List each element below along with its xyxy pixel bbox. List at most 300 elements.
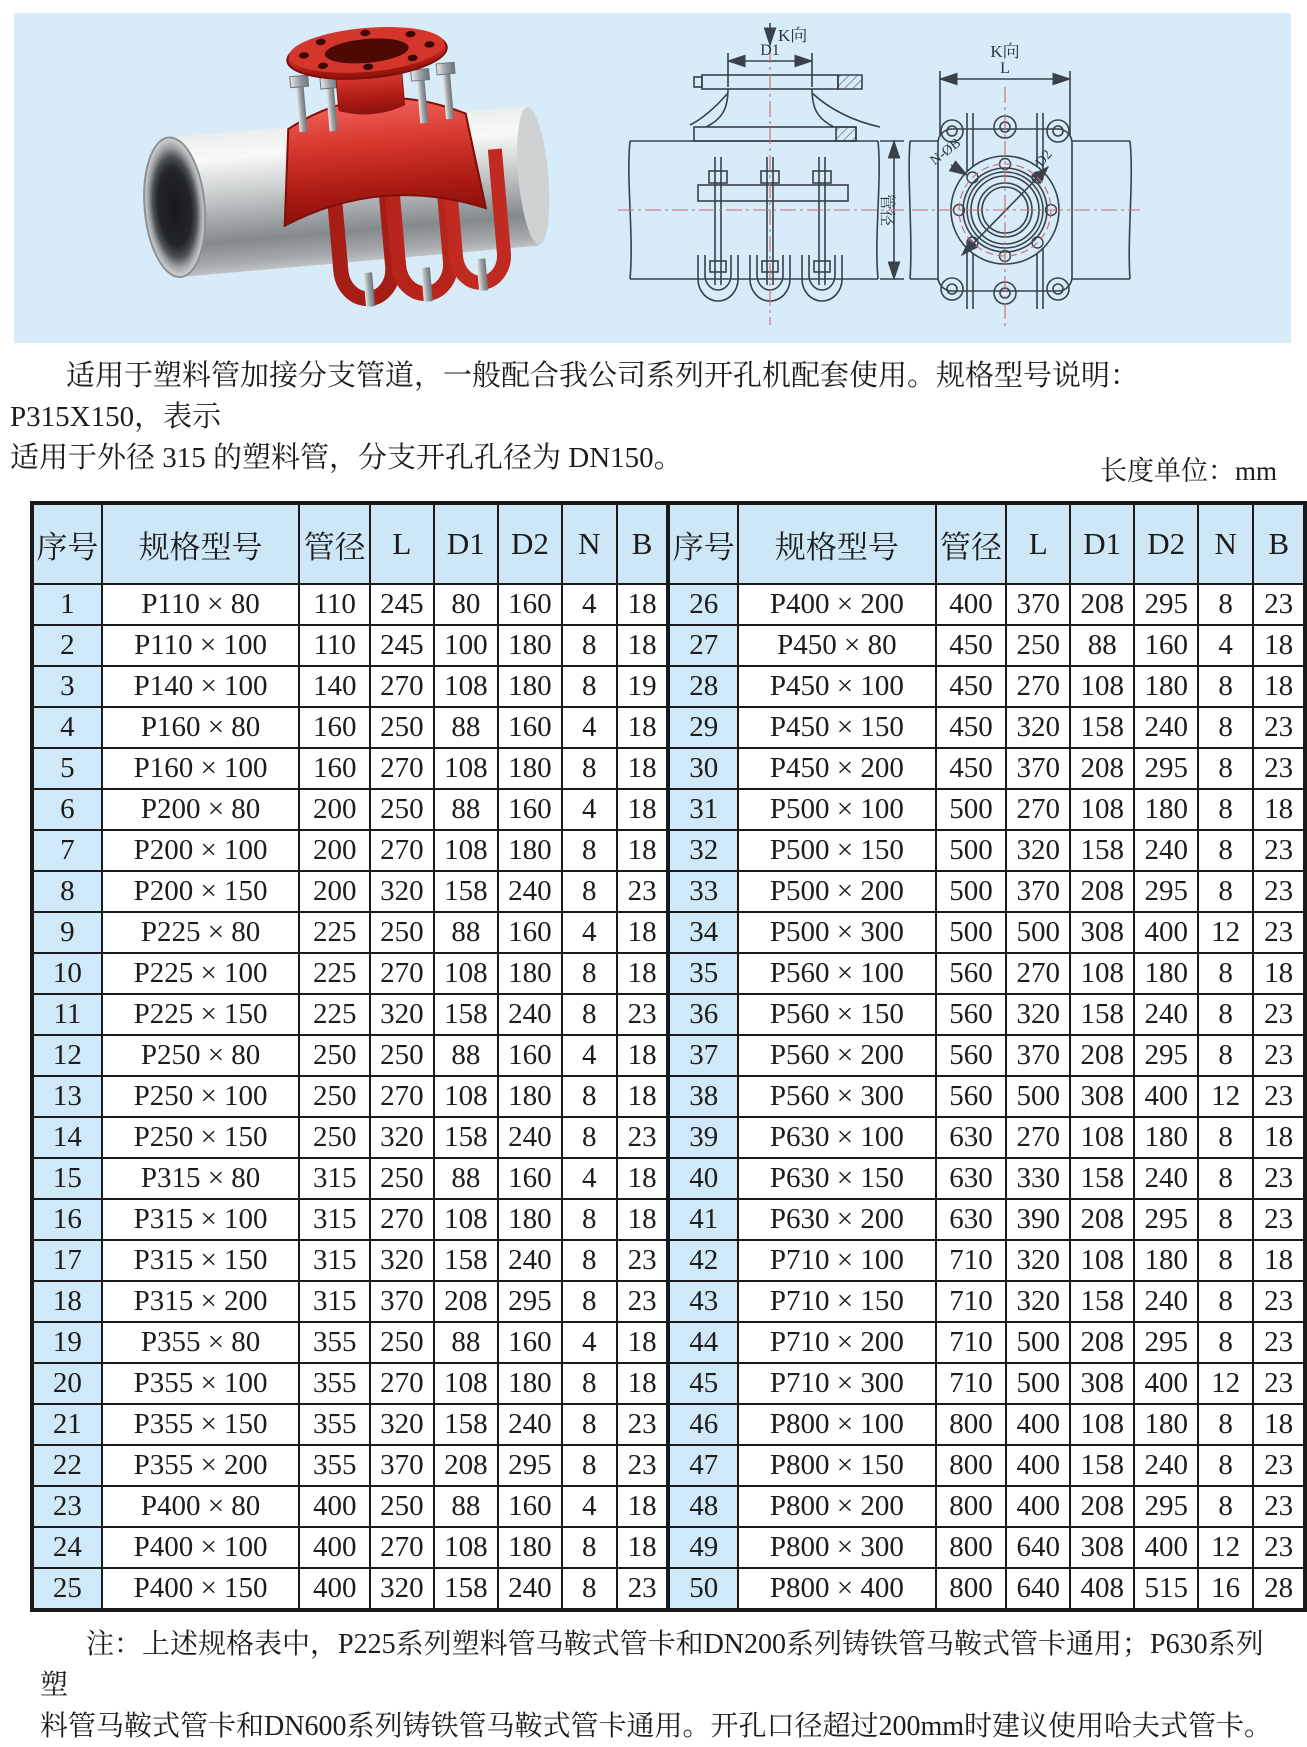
row-index-cell: 40: [668, 1158, 738, 1199]
dimension-cell: 400: [1006, 1486, 1070, 1527]
dimension-cell: 240: [498, 1568, 562, 1610]
column-header: 管径: [936, 503, 1007, 584]
dimension-cell: 240: [1134, 994, 1198, 1035]
spec-model-cell: P710 × 300: [738, 1363, 935, 1404]
dimension-cell: 19: [617, 666, 668, 707]
spec-model-cell: P450 × 80: [738, 625, 935, 666]
dimension-cell: 320: [370, 1404, 434, 1445]
dimension-cell: 308: [1070, 1076, 1135, 1117]
spec-model-cell: P315 × 100: [102, 1199, 299, 1240]
dimension-cell: 18: [617, 625, 668, 666]
row-index-cell: 6: [32, 789, 102, 830]
dimension-cell: 250: [299, 1076, 370, 1117]
dimension-cell: 400: [299, 1527, 370, 1568]
spec-model-cell: P315 × 80: [102, 1158, 299, 1199]
dimension-cell: 208: [434, 1281, 499, 1322]
dimension-cell: 295: [1134, 1322, 1198, 1363]
dimension-cell: 4: [562, 1158, 617, 1199]
dimension-cell: 240: [498, 1404, 562, 1445]
dimension-cell: 18: [617, 1199, 668, 1240]
column-header: N: [1198, 503, 1253, 584]
dimension-cell: 4: [562, 584, 617, 625]
dimension-cell: 23: [617, 1240, 668, 1281]
dimension-cell: 8: [562, 748, 617, 789]
dimension-cell: 270: [370, 748, 434, 789]
row-index-cell: 1: [32, 584, 102, 625]
dimension-cell: 18: [1253, 625, 1305, 666]
dimension-cell: 355: [299, 1445, 370, 1486]
spec-model-cell: P400 × 150: [102, 1568, 299, 1610]
dimension-cell: 8: [1198, 1240, 1253, 1281]
dimension-cell: 308: [1070, 1363, 1135, 1404]
row-index-cell: 19: [32, 1322, 102, 1363]
dimension-cell: 8: [1198, 1158, 1253, 1199]
row-index-cell: 14: [32, 1117, 102, 1158]
spec-model-cell: P200 × 100: [102, 830, 299, 871]
dimension-cell: 270: [1006, 1117, 1070, 1158]
dimension-cell: 108: [1070, 1404, 1135, 1445]
dimension-cell: 8: [1198, 871, 1253, 912]
dimension-cell: 160: [498, 1322, 562, 1363]
dimension-cell: 208: [434, 1445, 499, 1486]
dimension-cell: 8: [562, 953, 617, 994]
row-index-cell: 32: [668, 830, 738, 871]
dimension-cell: 250: [299, 1117, 370, 1158]
dimension-cell: 295: [1134, 1035, 1198, 1076]
dimension-cell: 355: [299, 1363, 370, 1404]
row-index-cell: 33: [668, 871, 738, 912]
dimension-cell: 308: [1070, 1527, 1135, 1568]
table-row: [32, 1199, 1305, 1240]
dimension-cell: 270: [1006, 953, 1070, 994]
dimension-cell: 315: [299, 1240, 370, 1281]
dimension-cell: 560: [936, 1076, 1007, 1117]
dimension-cell: 640: [1006, 1568, 1070, 1610]
column-header: N: [562, 503, 617, 584]
spec-table-body: [32, 584, 1305, 1610]
table-row: [32, 1035, 1305, 1076]
table-row: [32, 789, 1305, 830]
dimension-cell: 208: [1070, 1035, 1135, 1076]
row-index-cell: 16: [32, 1199, 102, 1240]
dimension-cell: 250: [370, 1035, 434, 1076]
dimension-cell: 18: [617, 1527, 668, 1568]
dimension-cell: 23: [1253, 1035, 1305, 1076]
dimension-cell: 18: [1253, 1240, 1305, 1281]
dimension-cell: 18: [617, 789, 668, 830]
table-row: [32, 1117, 1305, 1158]
dimension-cell: 108: [434, 830, 499, 871]
spec-model-cell: P225 × 150: [102, 994, 299, 1035]
dimension-cell: 88: [434, 912, 499, 953]
dimension-cell: 315: [299, 1199, 370, 1240]
row-index-cell: 46: [668, 1404, 738, 1445]
dimension-cell: 245: [370, 584, 434, 625]
dimension-cell: 108: [434, 1199, 499, 1240]
column-header: 序号: [32, 503, 102, 584]
table-row: [32, 1404, 1305, 1445]
row-index-cell: 42: [668, 1240, 738, 1281]
dimension-cell: 800: [936, 1445, 1007, 1486]
column-header: D2: [498, 503, 562, 584]
dimension-cell: 710: [936, 1322, 1007, 1363]
dimension-cell: 80: [434, 584, 499, 625]
dimension-cell: 88: [434, 789, 499, 830]
dimension-cell: 88: [434, 1158, 499, 1199]
dimension-cell: 8: [1198, 1445, 1253, 1486]
dimension-cell: 108: [1070, 666, 1135, 707]
dimension-cell: 295: [498, 1281, 562, 1322]
spec-model-cell: P500 × 100: [738, 789, 935, 830]
dimension-cell: 315: [299, 1281, 370, 1322]
dimension-cell: 8: [1198, 1117, 1253, 1158]
dimension-cell: 240: [1134, 1158, 1198, 1199]
dimension-cell: 270: [370, 1199, 434, 1240]
dimension-cell: 23: [617, 1117, 668, 1158]
pipe-diameter-label: 管径: [878, 193, 895, 227]
dimension-cell: 23: [1253, 1281, 1305, 1322]
dimension-cell: 400: [1134, 1527, 1198, 1568]
dimension-cell: 110: [299, 625, 370, 666]
technical-drawing: [610, 17, 1170, 339]
dimension-cell: 4: [562, 1035, 617, 1076]
dimension-cell: 400: [936, 584, 1007, 625]
dimension-cell: 8: [1198, 1035, 1253, 1076]
row-index-cell: 28: [668, 666, 738, 707]
dimension-cell: 8: [1198, 584, 1253, 625]
spec-model-cell: P160 × 80: [102, 707, 299, 748]
column-header: D1: [434, 503, 499, 584]
dimension-cell: 8: [1198, 1322, 1253, 1363]
dimension-cell: 180: [498, 1076, 562, 1117]
row-index-cell: 8: [32, 871, 102, 912]
dimension-cell: 208: [1070, 1486, 1135, 1527]
dimension-cell: 8: [1198, 789, 1253, 830]
row-index-cell: 47: [668, 1445, 738, 1486]
dimension-cell: 88: [434, 707, 499, 748]
spec-model-cell: P355 × 200: [102, 1445, 299, 1486]
dimension-cell: 640: [1006, 1527, 1070, 1568]
spec-model-cell: P450 × 100: [738, 666, 935, 707]
dimension-cell: 23: [1253, 1322, 1305, 1363]
dimension-cell: 18: [1253, 666, 1305, 707]
dimension-cell: 110: [299, 584, 370, 625]
dimension-cell: 180: [1134, 1240, 1198, 1281]
table-row: [32, 707, 1305, 748]
dimension-cell: 180: [1134, 953, 1198, 994]
dimension-cell: 250: [370, 912, 434, 953]
dimension-cell: 23: [617, 994, 668, 1035]
dimension-cell: 295: [498, 1445, 562, 1486]
dimension-cell: 12: [1198, 1363, 1253, 1404]
dimension-cell: 158: [1070, 707, 1135, 748]
dimension-cell: 800: [936, 1568, 1007, 1610]
dimension-cell: 18: [617, 707, 668, 748]
dimension-cell: 8: [562, 625, 617, 666]
dimension-cell: 355: [299, 1404, 370, 1445]
spec-model-cell: P400 × 80: [102, 1486, 299, 1527]
dimension-cell: 400: [1134, 1363, 1198, 1404]
dimension-cell: 18: [617, 912, 668, 953]
dimension-cell: 88: [434, 1322, 499, 1363]
spec-model-cell: P800 × 200: [738, 1486, 935, 1527]
dimension-cell: 100: [434, 625, 499, 666]
d2-dimension-label: D2: [1033, 147, 1056, 171]
spec-table: [30, 501, 1307, 1612]
dimension-cell: 400: [299, 1486, 370, 1527]
row-index-cell: 37: [668, 1035, 738, 1076]
dimension-cell: 270: [370, 830, 434, 871]
row-index-cell: 26: [668, 584, 738, 625]
dimension-cell: 23: [1253, 1076, 1305, 1117]
header-row: [32, 503, 1305, 584]
dimension-cell: 250: [370, 789, 434, 830]
row-index-cell: 15: [32, 1158, 102, 1199]
spec-model-cell: P355 × 150: [102, 1404, 299, 1445]
row-index-cell: 13: [32, 1076, 102, 1117]
dimension-cell: 108: [434, 1076, 499, 1117]
dimension-cell: 295: [1134, 748, 1198, 789]
row-index-cell: 12: [32, 1035, 102, 1076]
dimension-cell: 8: [562, 1363, 617, 1404]
dimension-cell: 108: [1070, 1117, 1135, 1158]
column-header: D2: [1134, 503, 1198, 584]
spec-model-cell: P140 × 100: [102, 666, 299, 707]
dimension-cell: 18: [617, 748, 668, 789]
row-index-cell: 22: [32, 1445, 102, 1486]
column-header: B: [1253, 503, 1305, 584]
table-row: [32, 830, 1305, 871]
dimension-cell: 8: [562, 1404, 617, 1445]
dimension-cell: 158: [1070, 1281, 1135, 1322]
dimension-cell: 23: [617, 1404, 668, 1445]
dimension-cell: 23: [1253, 912, 1305, 953]
dimension-cell: 18: [1253, 953, 1305, 994]
spec-model-cell: P400 × 200: [738, 584, 935, 625]
row-index-cell: 4: [32, 707, 102, 748]
dimension-cell: 180: [498, 1199, 562, 1240]
dimension-cell: 208: [1070, 1199, 1135, 1240]
dimension-cell: 108: [1070, 1240, 1135, 1281]
dimension-cell: 320: [370, 1240, 434, 1281]
dimension-cell: 240: [498, 1240, 562, 1281]
dimension-cell: 23: [617, 871, 668, 912]
dimension-cell: 320: [1006, 707, 1070, 748]
dimension-cell: 180: [498, 625, 562, 666]
dimension-cell: 28: [1253, 1568, 1305, 1610]
row-index-cell: 49: [668, 1527, 738, 1568]
dimension-cell: 400: [1134, 912, 1198, 953]
dimension-cell: 225: [299, 994, 370, 1035]
dimension-cell: 270: [370, 1527, 434, 1568]
dimension-cell: 450: [936, 707, 1007, 748]
dimension-cell: 320: [370, 1117, 434, 1158]
dimension-cell: 12: [1198, 1527, 1253, 1568]
dimension-cell: 450: [936, 666, 1007, 707]
dimension-cell: 180: [498, 666, 562, 707]
dimension-cell: 400: [299, 1568, 370, 1610]
dimension-cell: 500: [936, 789, 1007, 830]
row-index-cell: 23: [32, 1486, 102, 1527]
dimension-cell: 800: [936, 1404, 1007, 1445]
dimension-cell: 250: [370, 1322, 434, 1363]
table-row: [32, 584, 1305, 625]
row-index-cell: 3: [32, 666, 102, 707]
dimension-cell: 160: [299, 748, 370, 789]
dimension-cell: 8: [1198, 707, 1253, 748]
dimension-cell: 4: [1198, 625, 1253, 666]
dimension-cell: 160: [498, 789, 562, 830]
dimension-cell: 23: [1253, 584, 1305, 625]
dimension-cell: 225: [299, 953, 370, 994]
dimension-cell: 158: [1070, 1158, 1135, 1199]
dimension-cell: 158: [434, 1404, 499, 1445]
section-view: [629, 23, 904, 301]
product-render: [131, 13, 559, 325]
spec-model-cell: P315 × 150: [102, 1240, 299, 1281]
dimension-cell: 208: [1070, 871, 1135, 912]
dimension-cell: 160: [498, 912, 562, 953]
spec-model-cell: P400 × 100: [102, 1527, 299, 1568]
spec-model-cell: P110 × 100: [102, 625, 299, 666]
row-index-cell: 31: [668, 789, 738, 830]
dimension-cell: 240: [498, 1117, 562, 1158]
spec-model-cell: P160 × 100: [102, 748, 299, 789]
spec-model-cell: P250 × 150: [102, 1117, 299, 1158]
table-row: [32, 1527, 1305, 1568]
bolt-holes-label: N-ØB: [927, 135, 964, 169]
footnote-line-1: 注：上述规格表中，P225系列塑料管马鞍式管卡和DN200系列铸铁管马鞍式管卡通用；P630系列塑: [40, 1629, 1264, 1701]
spec-model-cell: P355 × 100: [102, 1363, 299, 1404]
row-index-cell: 7: [32, 830, 102, 871]
dimension-cell: 8: [1198, 1486, 1253, 1527]
dimension-cell: 4: [562, 1486, 617, 1527]
product-photo: [134, 21, 564, 333]
dimension-cell: 4: [562, 912, 617, 953]
table-row: [32, 748, 1305, 789]
dimension-cell: 240: [1134, 1445, 1198, 1486]
table-row: [32, 953, 1305, 994]
dimension-cell: 408: [1070, 1568, 1135, 1610]
dimension-cell: 18: [617, 830, 668, 871]
dimension-cell: 8: [1198, 953, 1253, 994]
dimension-cell: 500: [1006, 1322, 1070, 1363]
row-index-cell: 2: [32, 625, 102, 666]
dimension-cell: 160: [498, 1158, 562, 1199]
dimension-cell: 200: [299, 830, 370, 871]
spec-model-cell: P200 × 80: [102, 789, 299, 830]
dimension-cell: 160: [299, 707, 370, 748]
dimension-cell: 8: [562, 871, 617, 912]
dimension-cell: 8: [1198, 1404, 1253, 1445]
dimension-cell: 295: [1134, 1486, 1198, 1527]
table-row: [32, 994, 1305, 1035]
dimension-cell: 500: [936, 871, 1007, 912]
spec-model-cell: P200 × 150: [102, 871, 299, 912]
intro-line-1: 适用于塑料管加接分支管道，一般配合我公司系列开孔机配套使用。规格型号说明： P315X150，表示: [10, 360, 1140, 433]
dimension-cell: 370: [1006, 871, 1070, 912]
dimension-cell: 23: [1253, 1486, 1305, 1527]
dimension-cell: 400: [1006, 1404, 1070, 1445]
dimension-cell: 180: [498, 830, 562, 871]
dimension-cell: 240: [1134, 1281, 1198, 1322]
spec-model-cell: P500 × 300: [738, 912, 935, 953]
dimension-cell: 8: [562, 1527, 617, 1568]
dimension-cell: 18: [617, 1363, 668, 1404]
dimension-cell: 500: [1006, 912, 1070, 953]
dimension-cell: 320: [1006, 830, 1070, 871]
dimension-cell: 200: [299, 789, 370, 830]
dimension-cell: 158: [434, 1117, 499, 1158]
row-index-cell: 29: [668, 707, 738, 748]
dimension-cell: 500: [1006, 1363, 1070, 1404]
table-row: [32, 1158, 1305, 1199]
dimension-cell: 158: [434, 871, 499, 912]
spec-model-cell: P250 × 100: [102, 1076, 299, 1117]
spec-model-cell: P630 × 200: [738, 1199, 935, 1240]
dimension-cell: 160: [498, 707, 562, 748]
dimension-cell: 23: [1253, 871, 1305, 912]
column-header: D1: [1070, 503, 1135, 584]
dimension-cell: 8: [562, 1199, 617, 1240]
dimension-cell: 308: [1070, 912, 1135, 953]
dimension-cell: 8: [1198, 830, 1253, 871]
spec-model-cell: P560 × 150: [738, 994, 935, 1035]
dimension-cell: 23: [617, 1281, 668, 1322]
spec-model-cell: P315 × 200: [102, 1281, 299, 1322]
dimension-cell: 240: [498, 871, 562, 912]
row-index-cell: 27: [668, 625, 738, 666]
dimension-cell: 500: [936, 912, 1007, 953]
dimension-cell: 23: [617, 1445, 668, 1486]
table-row: [32, 1568, 1305, 1610]
dimension-cell: 320: [1006, 1240, 1070, 1281]
spec-model-cell: P560 × 100: [738, 953, 935, 994]
table-row: [32, 912, 1305, 953]
dimension-cell: 88: [434, 1486, 499, 1527]
dimension-cell: 8: [562, 1445, 617, 1486]
dimension-cell: 180: [498, 953, 562, 994]
dimension-cell: 270: [1006, 666, 1070, 707]
row-index-cell: 20: [32, 1363, 102, 1404]
row-index-cell: 43: [668, 1281, 738, 1322]
spec-model-cell: P450 × 200: [738, 748, 935, 789]
dimension-cell: 23: [617, 1568, 668, 1610]
dimension-cell: 270: [370, 1363, 434, 1404]
dimension-cell: 158: [1070, 994, 1135, 1035]
row-index-cell: 30: [668, 748, 738, 789]
dimension-cell: 370: [370, 1281, 434, 1322]
dimension-cell: 108: [434, 666, 499, 707]
dimension-cell: 500: [1006, 1076, 1070, 1117]
dimension-cell: 295: [1134, 1199, 1198, 1240]
dimension-cell: 158: [434, 994, 499, 1035]
dimension-cell: 18: [617, 1158, 668, 1199]
spec-model-cell: P630 × 100: [738, 1117, 935, 1158]
column-header: 管径: [299, 503, 370, 584]
dimension-cell: 12: [1198, 1076, 1253, 1117]
dimension-cell: 108: [434, 1527, 499, 1568]
row-index-cell: 35: [668, 953, 738, 994]
dimension-cell: 330: [1006, 1158, 1070, 1199]
dimension-cell: 8: [562, 1568, 617, 1610]
row-index-cell: 38: [668, 1076, 738, 1117]
dimension-cell: 18: [617, 1486, 668, 1527]
dimension-cell: 250: [370, 1486, 434, 1527]
spec-model-cell: P560 × 300: [738, 1076, 935, 1117]
dimension-cell: 240: [1134, 707, 1198, 748]
dimension-cell: 23: [1253, 1527, 1305, 1568]
